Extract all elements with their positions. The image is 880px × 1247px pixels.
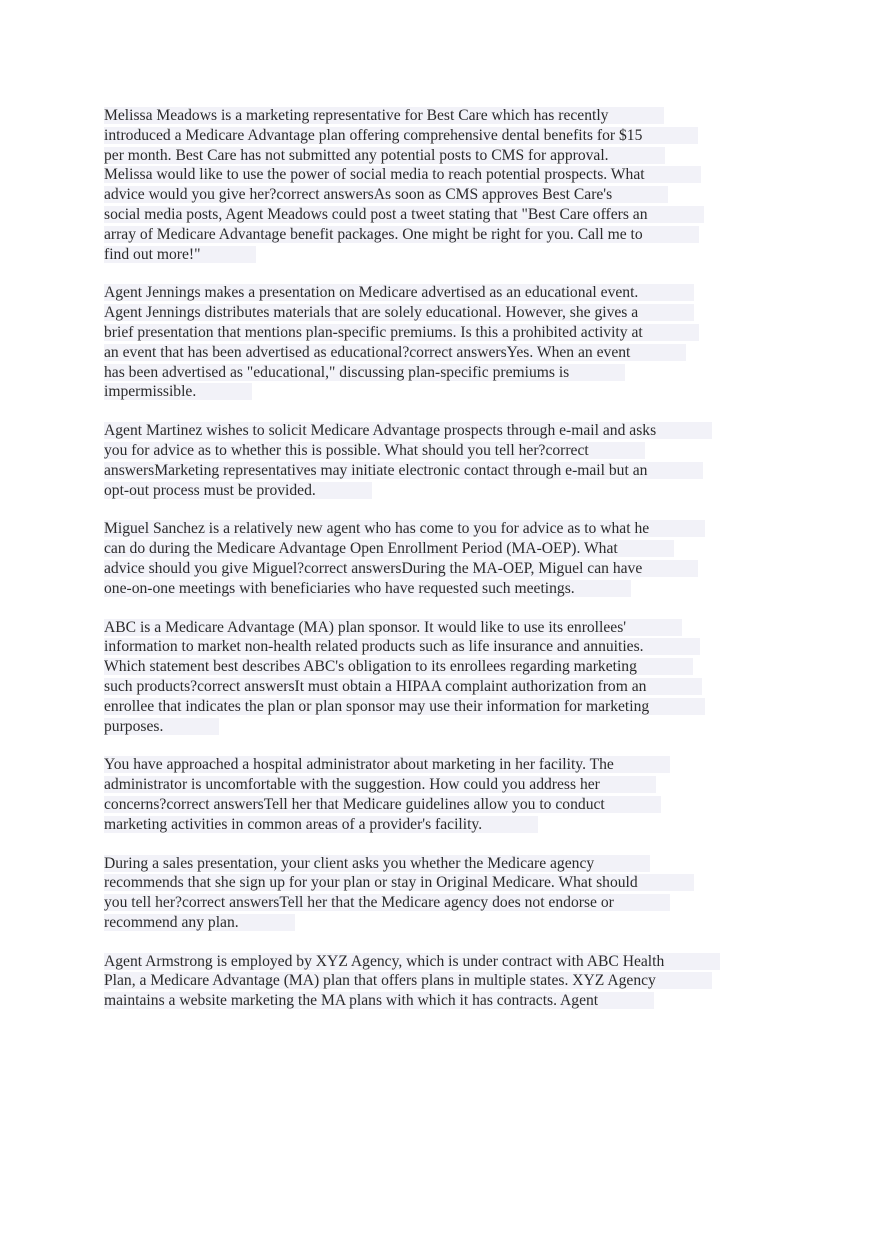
text-line: marketing activities in common areas of a provider's facility.	[104, 815, 784, 835]
paragraph-hospital-administrator	[104, 755, 784, 834]
text-line: can do during the Medicare Advantage Open Enrollment Period (MA-OEP). What	[104, 539, 784, 559]
text-line: social media posts, Agent Meadows could post a tweet stating that "Best Care offers an	[104, 205, 784, 225]
text-line: purposes.	[104, 717, 784, 737]
paragraph-agent-martinez	[104, 421, 784, 500]
paragraph-miguel-sanchez	[104, 519, 784, 598]
text-line: Which statement best describes ABC's obligation to its enrollees regarding marketing	[104, 657, 784, 677]
paragraph-melissa-meadows	[104, 106, 784, 264]
text-line: introduced a Medicare Advantage plan offering comprehensive dental benefits for $15	[104, 126, 784, 146]
text-line: Agent Martinez wishes to solicit Medicare Advantage prospects through e-mail and asks	[104, 421, 784, 441]
text-line: brief presentation that mentions plan-specific premiums. Is this a prohibited activity at	[104, 323, 784, 343]
text-line: Melissa Meadows is a marketing representative for Best Care which has recently	[104, 106, 784, 126]
text-line: Melissa would like to use the power of social media to reach potential prospects. What	[104, 165, 784, 185]
text-line: enrollee that indicates the plan or plan sponsor may use their information for marketing	[104, 697, 784, 717]
text-line: During a sales presentation, your client asks you whether the Medicare agency	[104, 854, 784, 874]
text-line: find out more!"	[104, 245, 784, 265]
paragraph-agent-armstrong	[104, 952, 784, 1011]
text-line: recommends that she sign up for your plan or stay in Original Medicare. What should	[104, 873, 784, 893]
text-line: Agent Armstrong is employed by XYZ Agency, which is under contract with ABC Health	[104, 952, 784, 972]
text-line: ABC is a Medicare Advantage (MA) plan sponsor. It would like to use its enrollees'	[104, 618, 784, 638]
text-line: advice would you give her?correct answersAs soon as CMS approves Best Care's	[104, 185, 784, 205]
text-line: information to market non-health related products such as life insurance and annuities.	[104, 637, 784, 657]
text-line: Agent Jennings distributes materials that are solely educational. However, she gives a	[104, 303, 784, 323]
text-line: Plan, a Medicare Advantage (MA) plan that offers plans in multiple states. XYZ Agency	[104, 971, 784, 991]
text-line: maintains a website marketing the MA plans with which it has contracts. Agent	[104, 991, 784, 1011]
text-line: one-on-one meetings with beneficiaries who have requested such meetings.	[104, 579, 784, 599]
document-body	[104, 106, 784, 1030]
text-line: answersMarketing representatives may initiate electronic contact through e-mail but an	[104, 461, 784, 481]
text-line: you for advice as to whether this is possible. What should you tell her?correct	[104, 441, 784, 461]
text-line: advice should you give Miguel?correct answersDuring the MA-OEP, Miguel can have	[104, 559, 784, 579]
text-line: impermissible.	[104, 382, 784, 402]
text-line: Agent Jennings makes a presentation on Medicare advertised as an educational event.	[104, 283, 784, 303]
paragraph-abc-sponsor	[104, 618, 784, 737]
text-line: Miguel Sanchez is a relatively new agent who has come to you for advice as to what he	[104, 519, 784, 539]
text-line: an event that has been advertised as educational?correct answersYes. When an event	[104, 343, 784, 363]
text-line: per month. Best Care has not submitted any potential posts to CMS for approval.	[104, 146, 784, 166]
text-line: concerns?correct answersTell her that Medicare guidelines allow you to conduct	[104, 795, 784, 815]
text-line: opt-out process must be provided.	[104, 481, 784, 501]
text-line: administrator is uncomfortable with the suggestion. How could you address her	[104, 775, 784, 795]
paragraph-agent-jennings	[104, 283, 784, 402]
text-line: has been advertised as "educational," discussing plan-specific premiums is	[104, 363, 784, 383]
text-line: you tell her?correct answersTell her that the Medicare agency does not endorse or	[104, 893, 784, 913]
paragraph-sales-presentation	[104, 854, 784, 933]
text-line: such products?correct answersIt must obtain a HIPAA complaint authorization from an	[104, 677, 784, 697]
text-line: array of Medicare Advantage benefit packages. One might be right for you. Call me to	[104, 225, 784, 245]
text-line: You have approached a hospital administrator about marketing in her facility. The	[104, 755, 784, 775]
text-line: recommend any plan.	[104, 913, 784, 933]
